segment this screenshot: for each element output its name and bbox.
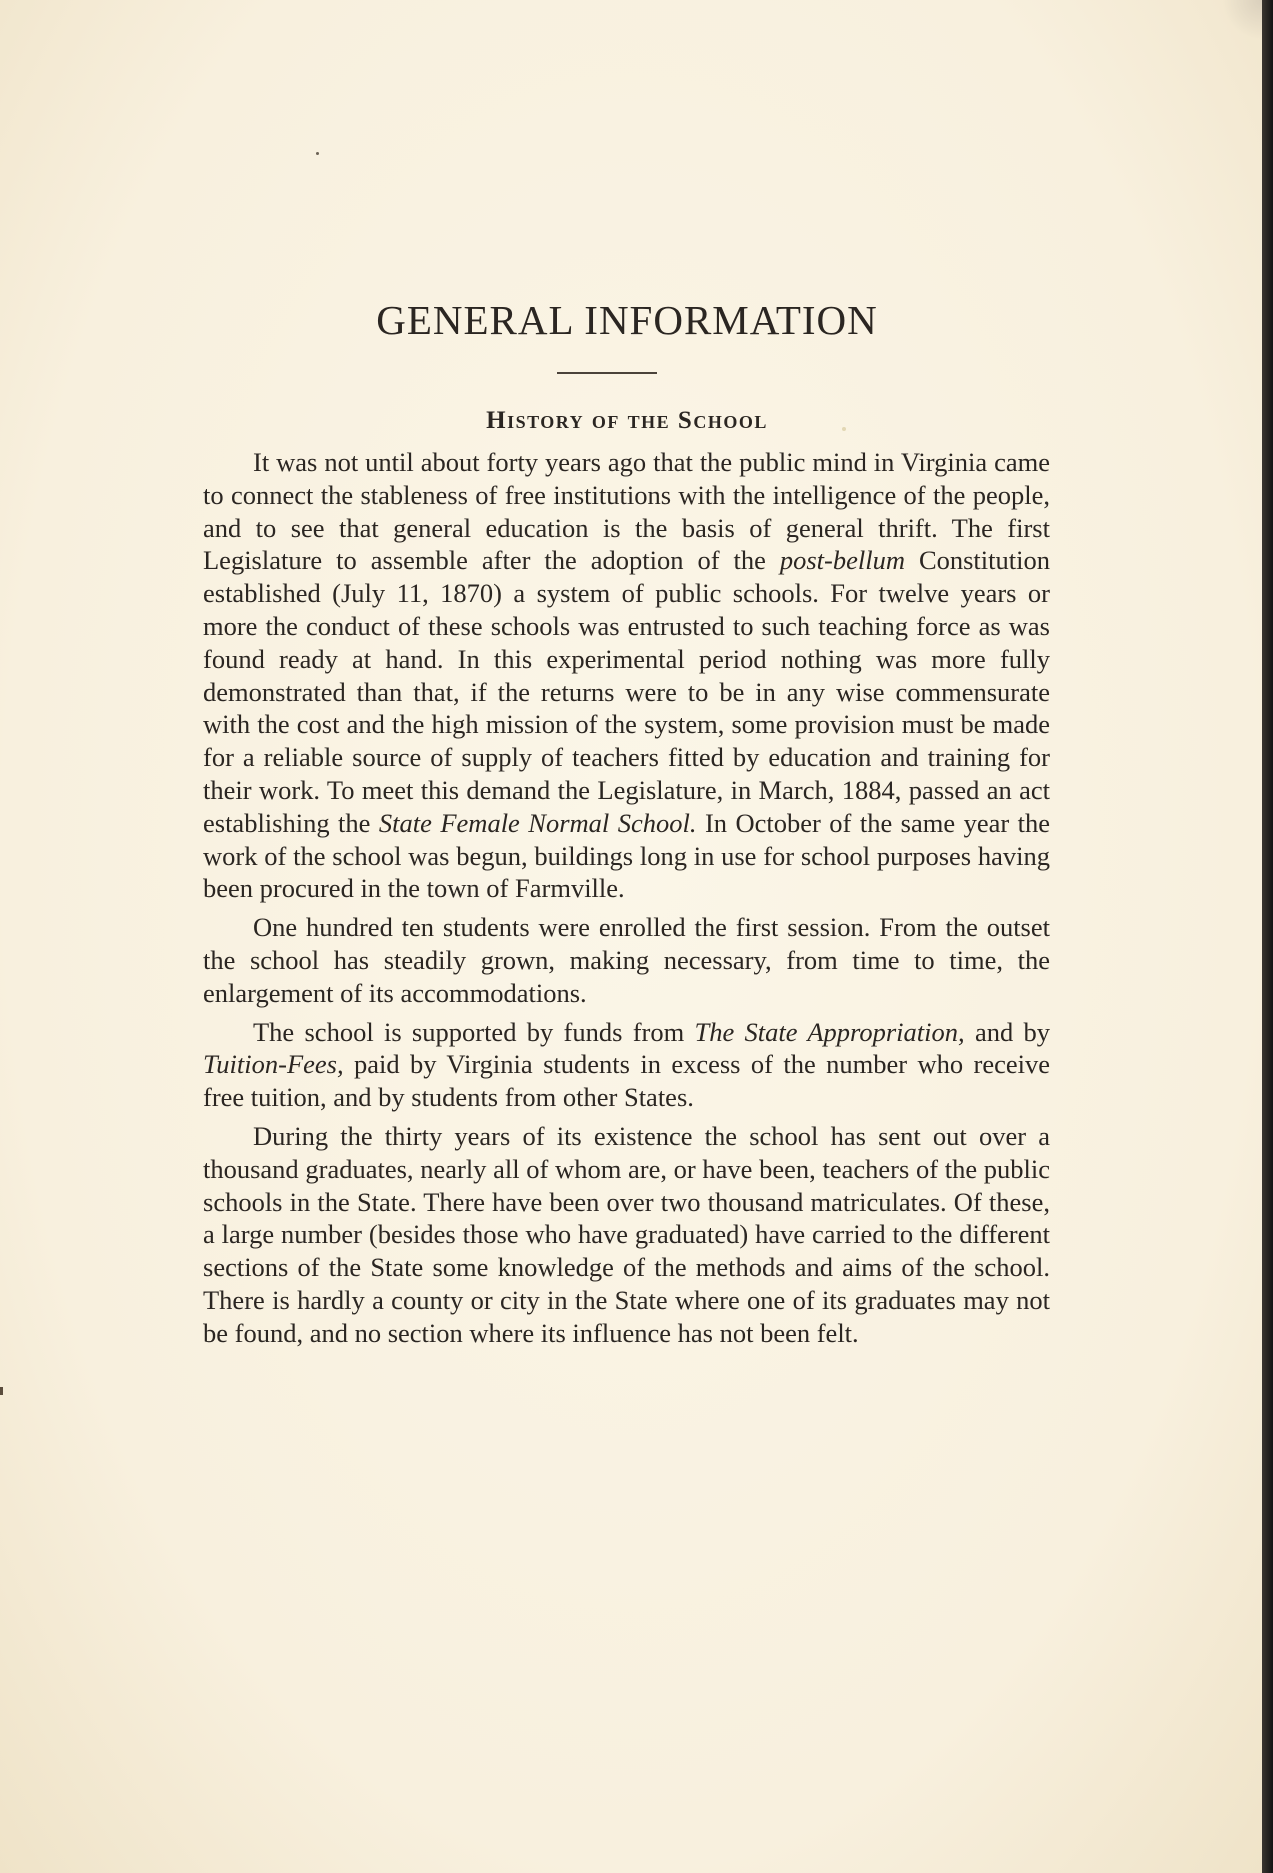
text-run: One hundred ten students were enrolled the first session. From the outset the school has steadily grown, making necessary, from time to time, the enlargement of its accommodations. bbox=[203, 912, 1050, 1008]
text-run: Constitution established (July 11, 1870) a system of public schools. For twelve years or more the conduct of these schools was entrusted to such teaching force as was found ready at hand. In this experimental period nothing was more fully demonstrated than that, if the returns were to be in any wise commensurate with the cost and the high mission of the system, some provision must be made for a reliable source of supply of teachers fitted by education and training for their work. To meet this demand the Legislature, in March, 1884, passed an act establishing the bbox=[203, 545, 1050, 838]
page-title: GENERAL INFORMATION bbox=[376, 297, 878, 343]
section-heading: History of the School bbox=[486, 407, 768, 434]
page-edge-shadow bbox=[1262, 0, 1273, 1873]
paragraph bbox=[203, 911, 1050, 1009]
text-run: In October of the same year the work of the school was begun, buildings long in use for school purposes having been procured in the town of Farmville. bbox=[203, 807, 1051, 904]
paragraph bbox=[203, 1016, 1050, 1114]
binding-mark bbox=[0, 1387, 3, 1395]
paragraph bbox=[203, 446, 1050, 905]
italic-phrase: Tuition-Fees, bbox=[203, 1049, 344, 1080]
italic-phrase: State Female Normal School. bbox=[378, 807, 697, 838]
text-run: The school is supported by funds from bbox=[253, 1016, 695, 1047]
text-run: paid by Virginia students in excess of the number who receive free tuition, and by students from other States. bbox=[203, 1049, 1050, 1113]
paragraph bbox=[203, 1120, 1050, 1350]
page-corner-wear bbox=[1222, 0, 1262, 40]
italic-phrase: The State Appropriation, bbox=[694, 1016, 965, 1047]
text-run: and by bbox=[964, 1016, 1050, 1047]
body-text bbox=[203, 446, 1050, 1356]
title-divider bbox=[557, 372, 657, 374]
ink-speck bbox=[316, 152, 319, 155]
text-run: It was not until about forty years ago that the public mind in Virginia came to connect the stableness of free institutions with the intelligence of the people, and to see that general education is the basis of general thrift. The first Legislature to assemble after the adoption of the bbox=[203, 447, 1050, 576]
text-run: During the thirty years of its existence the school has sent out over a thousand graduates, nearly all of whom are, or have been, teachers of the public schools in the State. There have been over two thousand matriculates. Of these, a large number (besides those who have graduated) have carried to the different sections of the State some knowledge of the methods and aims of the school. There is hardly a county or city in the State where one of its graduates may not be found, and no section where its influence has not been felt. bbox=[203, 1120, 1050, 1348]
italic-phrase: post-bellum bbox=[779, 545, 905, 576]
